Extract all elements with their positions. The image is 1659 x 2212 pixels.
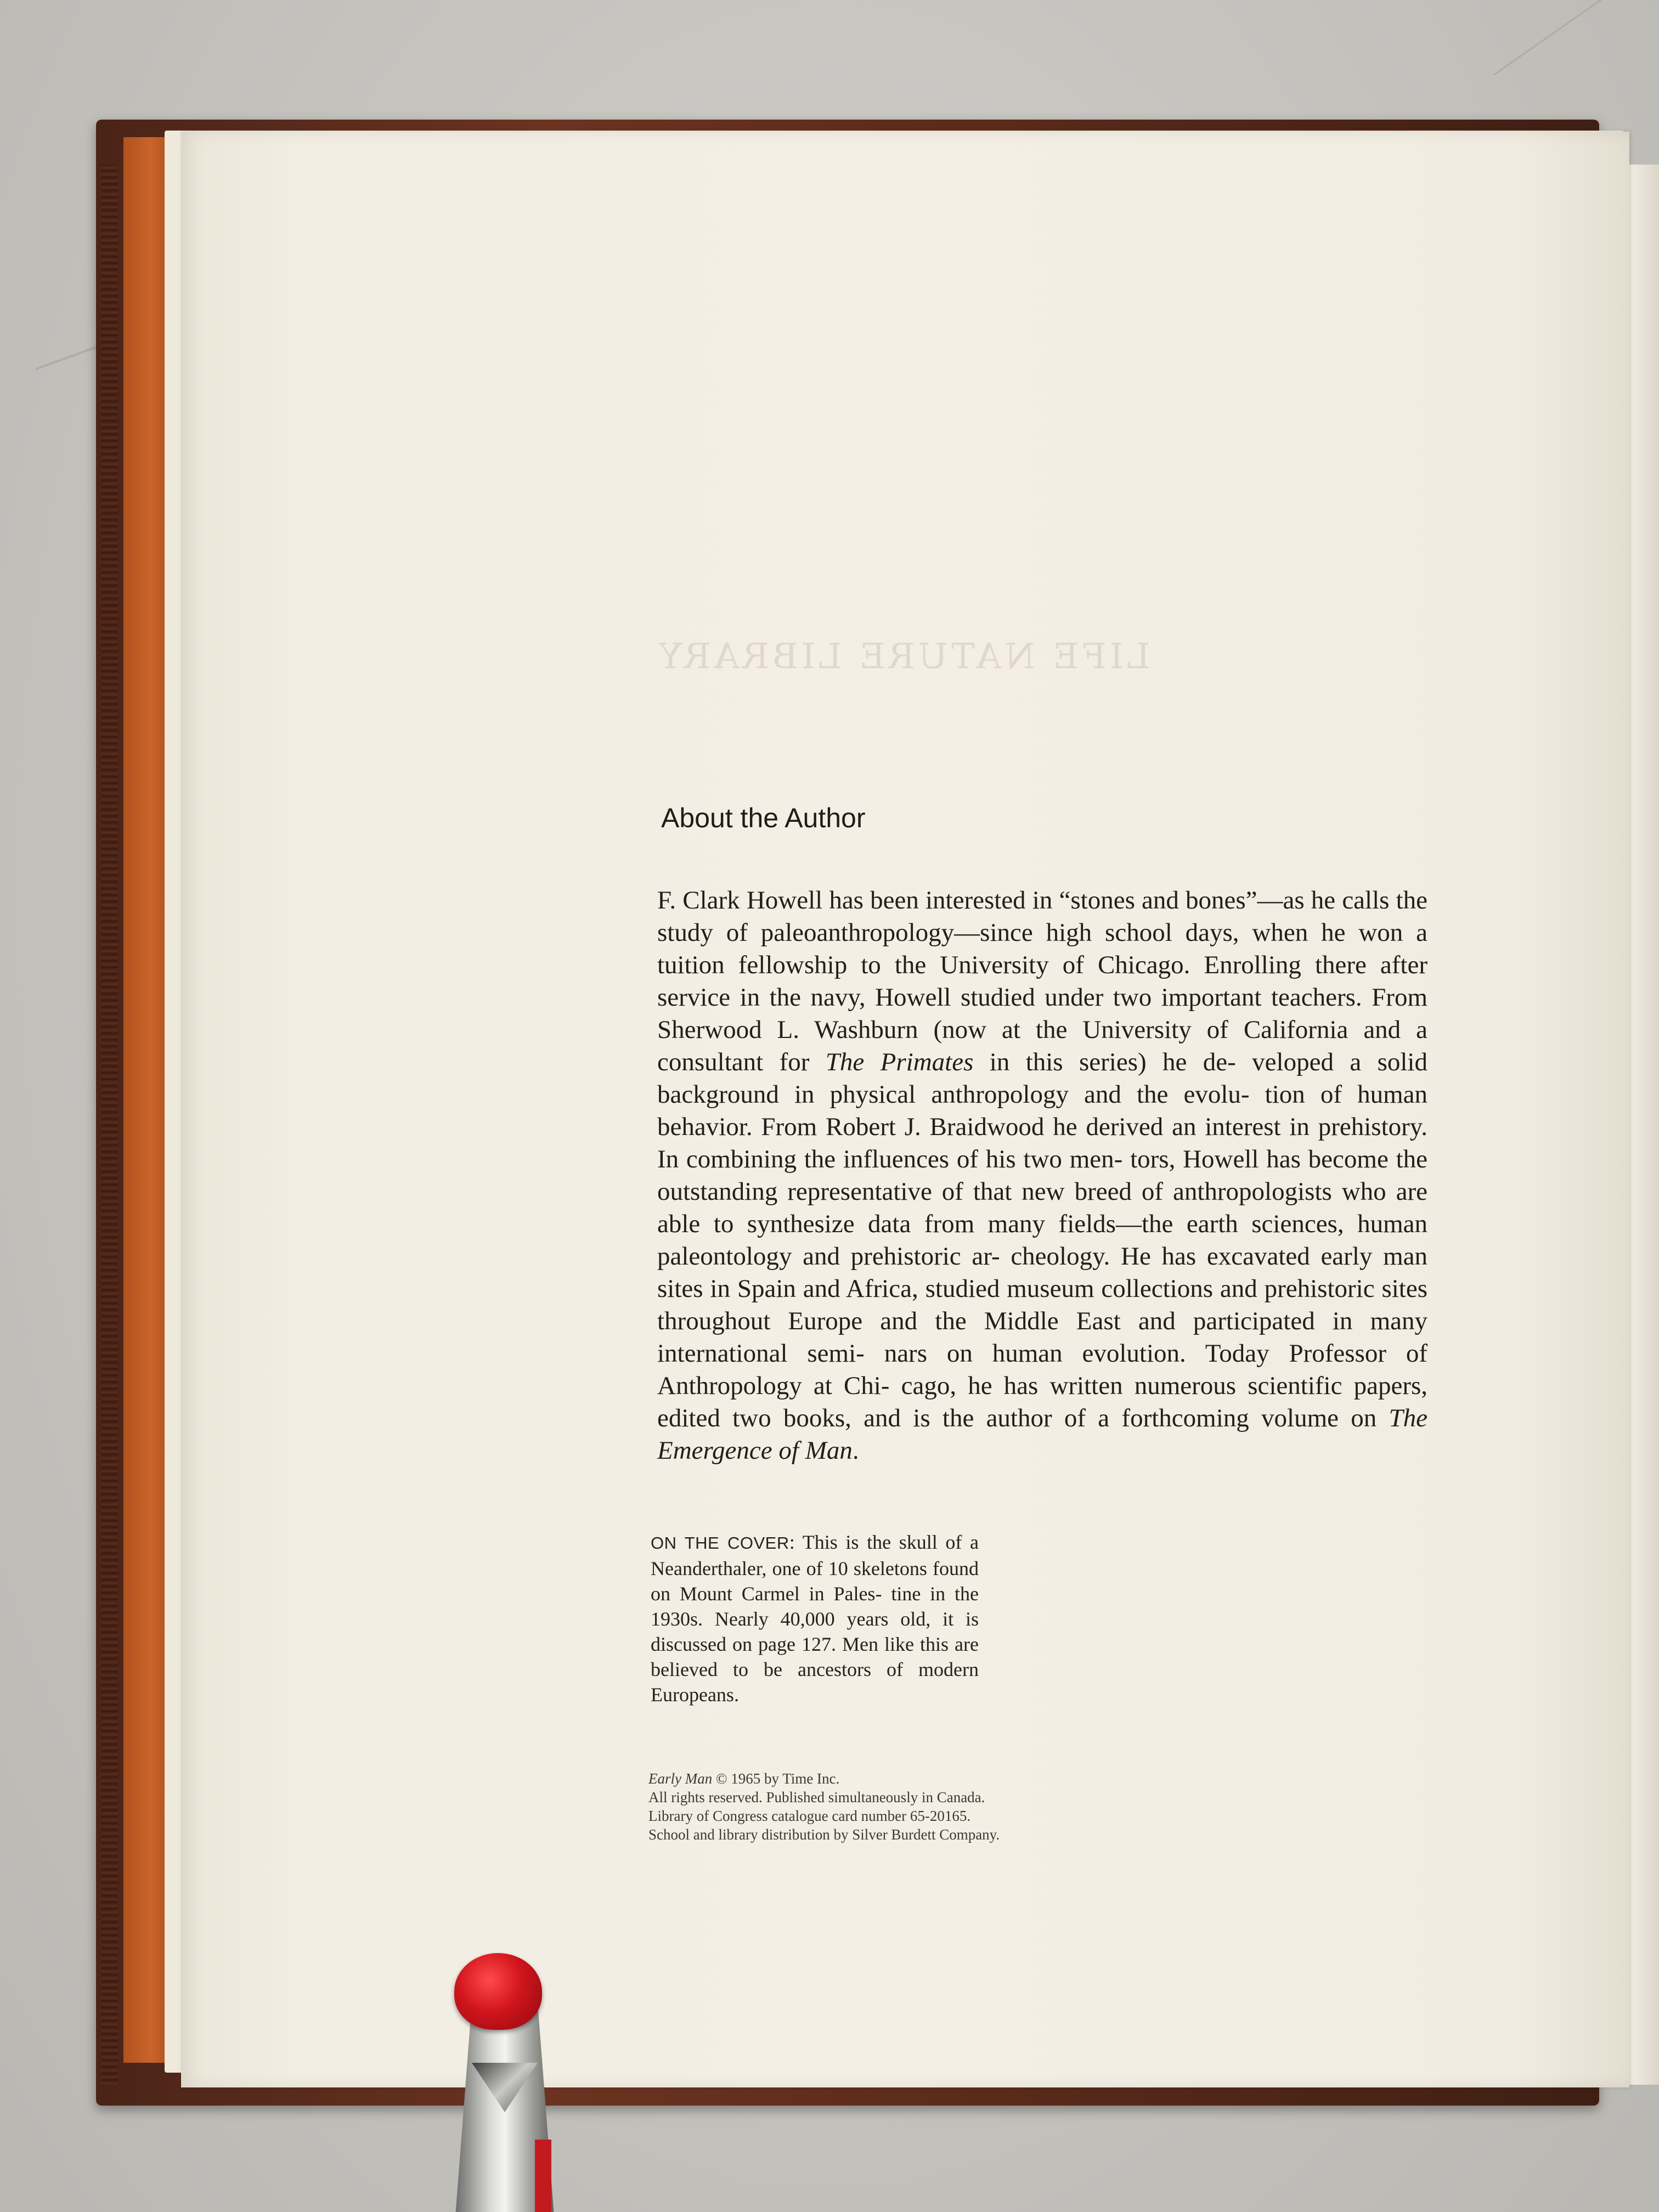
cover-caption [651,1530,979,1707]
bio-book-title: The Primates [825,1048,974,1076]
bio-line: breed of anthropologists who are able to synthesize data from many [657,1177,1427,1238]
bio-line: in this series) he de- [989,1048,1236,1076]
caption-line: found on Mount Carmel in Pales- [651,1558,979,1605]
red-clip-cap-icon [454,1953,542,2030]
caption-line: be ancestors of modern Europeans. [651,1658,979,1706]
bio-line: calls the study of paleoanthropology—since high school days, when [657,886,1427,947]
bio-line: tion of human behavior. From Robert J. Braidwood he derived an [657,1080,1428,1141]
page-title: About the Author [661,803,866,833]
bio-line: cago, he has written numerous scientific papers, edited two books, [657,1372,1428,1432]
bio-line: fields—the earth sciences, human paleontology and prehistoric ar- [657,1210,1427,1271]
author-bio [657,884,1427,1467]
binder-clip-strap [535,2140,551,2212]
bio-line: he won a tuition fellowship to the University of Chicago. Enrolling [657,918,1427,979]
caption-line: years old, it is discussed on page [651,1608,979,1655]
copyright-line: All rights reserved. Published simultaneously in Canada. [648,1789,985,1805]
book-spine-grain [101,165,118,2085]
bio-line: cheology. He has excavated early man sites in Spain and Africa, [657,1242,1427,1303]
copyright-line: Library of Congress catalogue card number 65-20165. [648,1808,971,1824]
cover-caption-label: ON THE COVER [651,1533,789,1553]
caption-line: This is the skull of a [802,1531,979,1553]
bio-line: F. Clark Howell has been interested in “stones and bones”—as he [657,886,1336,915]
bio-line: California and a consultant for [657,1015,1428,1076]
bio-line: nars on human evolution. Today Professor of Anthropology at Chi- [657,1339,1427,1400]
bio-book-title: The Emergence of Man [657,1404,1428,1465]
bio-line: studied museum collections and prehistoric sites throughout Europe [657,1274,1428,1335]
show-through-header: LIFE NATURE LIBRARY [656,636,1150,677]
copyright-notice: © 1965 by Time Inc. [712,1770,840,1787]
copyright-title: Early Man [648,1770,713,1787]
bio-line: and is the author of a forthcoming volume on [864,1404,1377,1432]
copyright-line [648,1769,1142,1788]
caption-line: 127. Men like this are believed to [651,1633,979,1680]
bio-line: veloped a solid background in physical anthropology and the evolu- [657,1048,1427,1109]
bio-line: and the Middle East and participated in many international semi- [657,1307,1427,1368]
caption-line: Neanderthaler, one of 10 skeletons [651,1558,927,1579]
copyright-line: School and library distribution by Silver Burdett Company. [648,1826,1000,1843]
bio-line: interest in prehistory. In combining the influences of his two men- [657,1113,1427,1173]
table-surface-mark [1494,0,1612,75]
bio-period: . [852,1436,859,1465]
cover-caption-colon: : [789,1531,795,1553]
caption-line: tine in the 1930s. Nearly 40,000 [651,1583,979,1630]
bio-line: teachers. From Sherwood L. Washburn (now at the University of [657,983,1428,1044]
copyright-block [648,1769,1142,1844]
bio-line: tors, Howell has become the outstanding representative of that new [657,1145,1427,1206]
bio-line: there after service in the navy, Howell studied under two important [657,951,1428,1012]
